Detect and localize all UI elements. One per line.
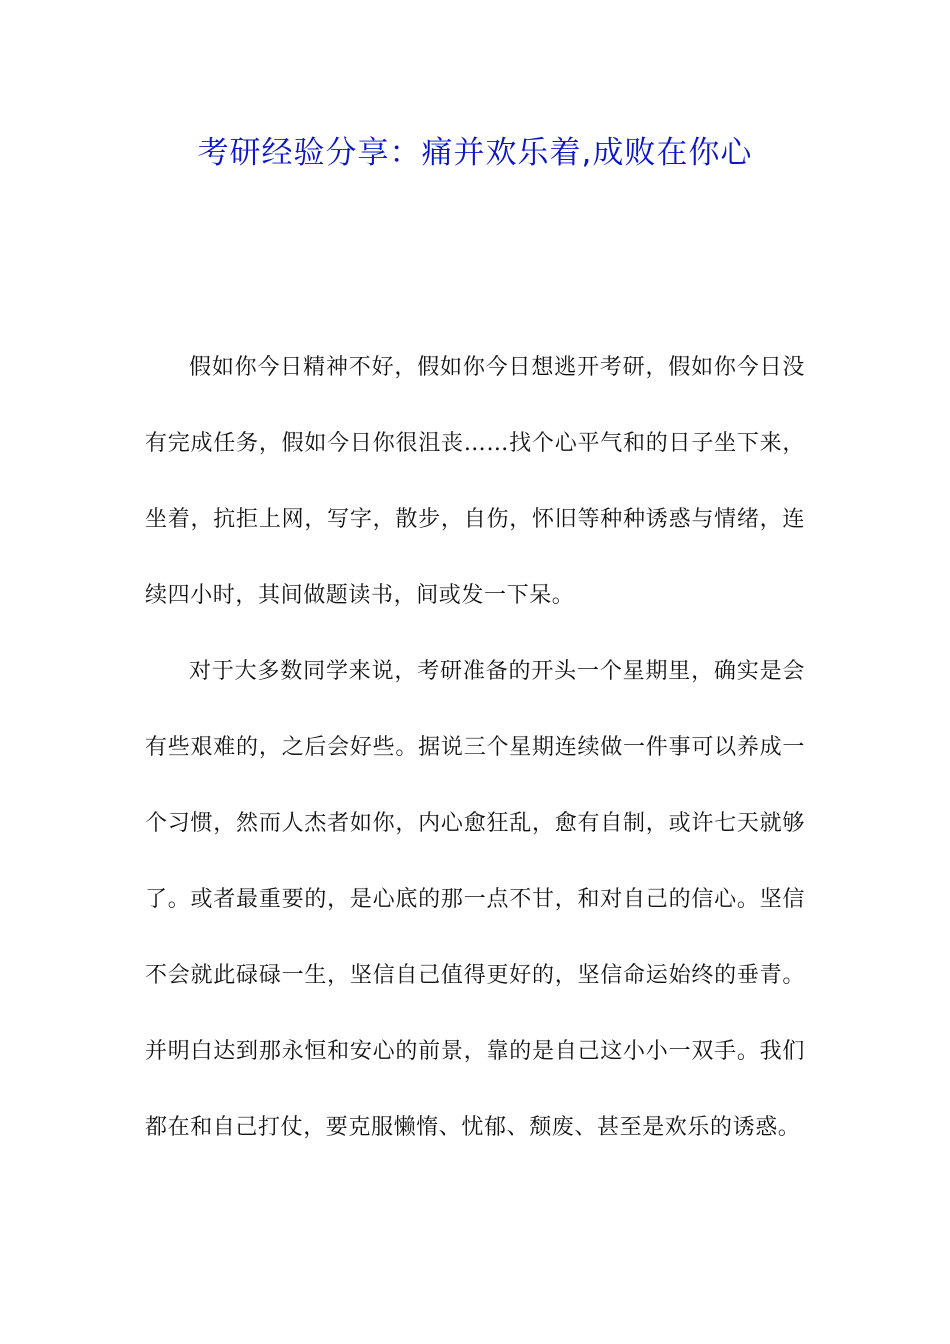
paragraph-1: 假如你今日精神不好，假如你今日想逃开考研，假如你今日没有完成任务，假如今日你很沮丧……找个心平气和的日子坐下来，坐着，抗拒上网，写字，散步，自伤，怀旧等种种诱惑与情绪，连续四小时，其间做题读书，间或发一下呆。 [145, 355, 805, 608]
document-title: 考研经验分享：痛并欢乐着,成败在你心 [197, 135, 753, 171]
paragraph-2: 对于大多数同学来说，考研准备的开头一个星期里，确实是会有些艰难的，之后会好些。据说三个星期连续做一件事可以养成一个习惯，然而人杰者如你，内心愈狂乱，愈有自制，或许七天就够了。或者最重要的，是心底的那一点不甘，和对自己的信心。坚信不会就此碌碌一生，坚信自己值得更好的，坚信命运始终的垂青。并明白达到那永恒和安心的前景，靠的是自己这小小一双手。我们都在和自己打仗，要克服懒惰、忧郁、颓废、甚至是欢乐的诱惑。 [145, 659, 805, 1140]
document-body [145, 330, 805, 1166]
